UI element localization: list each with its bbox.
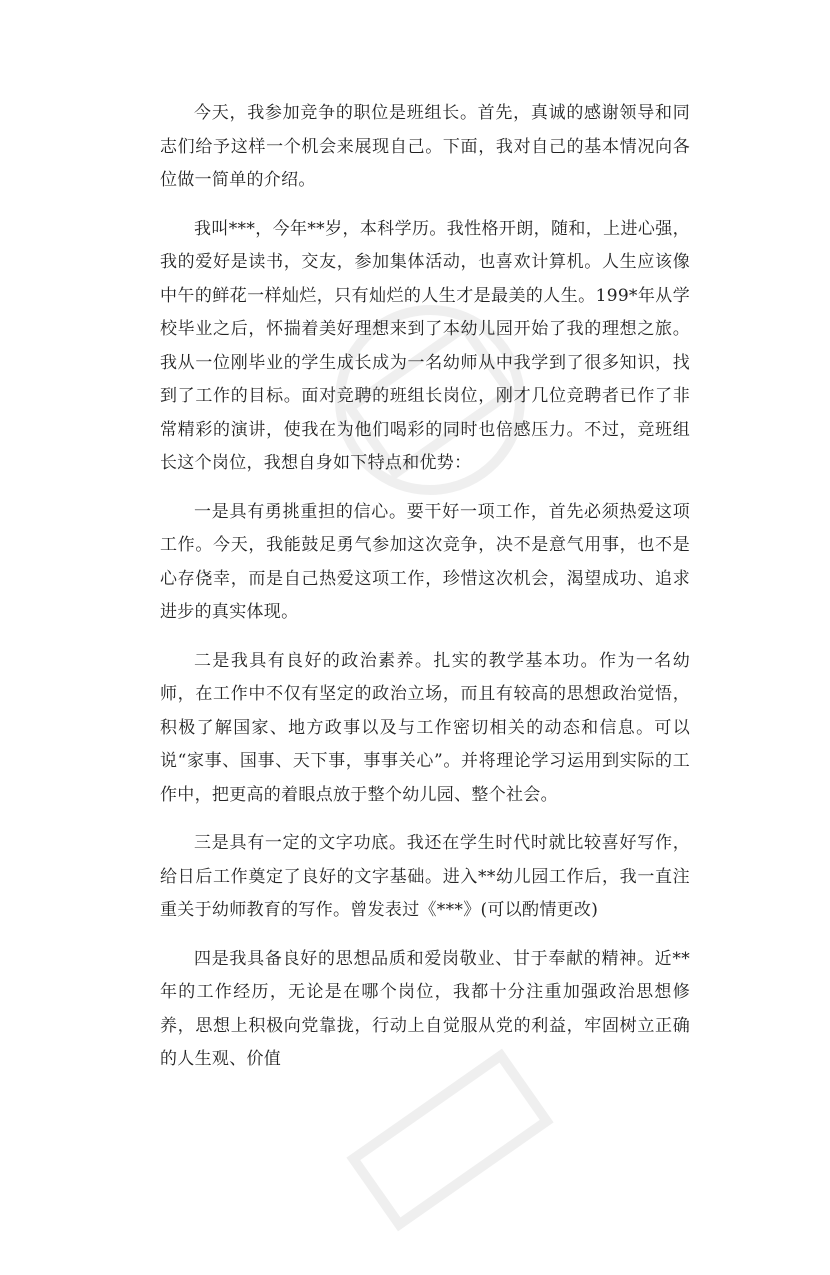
paragraph-self-introduction: 我叫***，今年**岁，本科学历。我性格开朗，随和，上进心强，我的爱好是读书，交友，参加集体活动，也喜欢计算机。人生应该像中午的鲜花一样灿烂，只有灿烂的人生才是最美的人生。199*年从学校毕业之后，怀揣着美好理想来到了本幼儿园开始了我的理想之旅。我从一位刚毕业的学生成长成为一名幼师从中我学到了很多知识，找到了工作的目标。面对竞聘的班组长岗位，刚才几位竞聘者已作了非常精彩的演讲，使我在为他们喝彩的同时也倍感压力。不过，竞班组长这个岗位，我想自身如下特点和优势： bbox=[160, 218, 690, 473]
paragraph-point-two: 二是我具有良好的政治素养。扎实的教学基本功。作为一名幼师，在工作中不仅有坚定的政治立场，而且有较高的思想政治觉悟，积极了解国家、地方政事以及与工作密切相关的动态和信息。可以说“家事、国事、天下事，事事关心”。并将理论学习运用到实际的工作中，把更高的着眼点放于整个幼儿园、整个社会。 bbox=[160, 650, 690, 805]
paragraph-point-one: 一是具有勇挑重担的信心。要干好一项工作，首先必须热爱这项工作。今天，我能鼓足勇气参加这次竞争，决不是意气用事，也不是心存侥幸，而是自己热爱这项工作，珍惜这次机会，渴望成功、追求进步的真实体现。 bbox=[160, 501, 690, 622]
document-body bbox=[160, 97, 690, 1092]
paragraph-point-four: 四是我具备良好的思想品质和爱岗敬业、甘于奉献的精神。近**年的工作经历，无论是在哪个岗位，我都十分注重加强政治思想修养，思想上积极向党靠拢，行动上自觉服从党的利益，牢固树立正确的人生观、价值 bbox=[160, 948, 690, 1069]
paragraph-point-three: 三是具有一定的文字功底。我还在学生时代时就比较喜好写作，给日后工作奠定了良好的文字基础。进入**幼儿园工作后，我一直注重关于幼师教育的写作。曾发表过《***》(可以酌情更改) bbox=[160, 833, 690, 920]
paragraph-intro: 今天，我参加竞争的职位是班组长。首先，真诚的感谢领导和同志们给予这样一个机会来展现自己。下面，我对自己的基本情况向各位做一简单的介绍。 bbox=[160, 103, 690, 190]
